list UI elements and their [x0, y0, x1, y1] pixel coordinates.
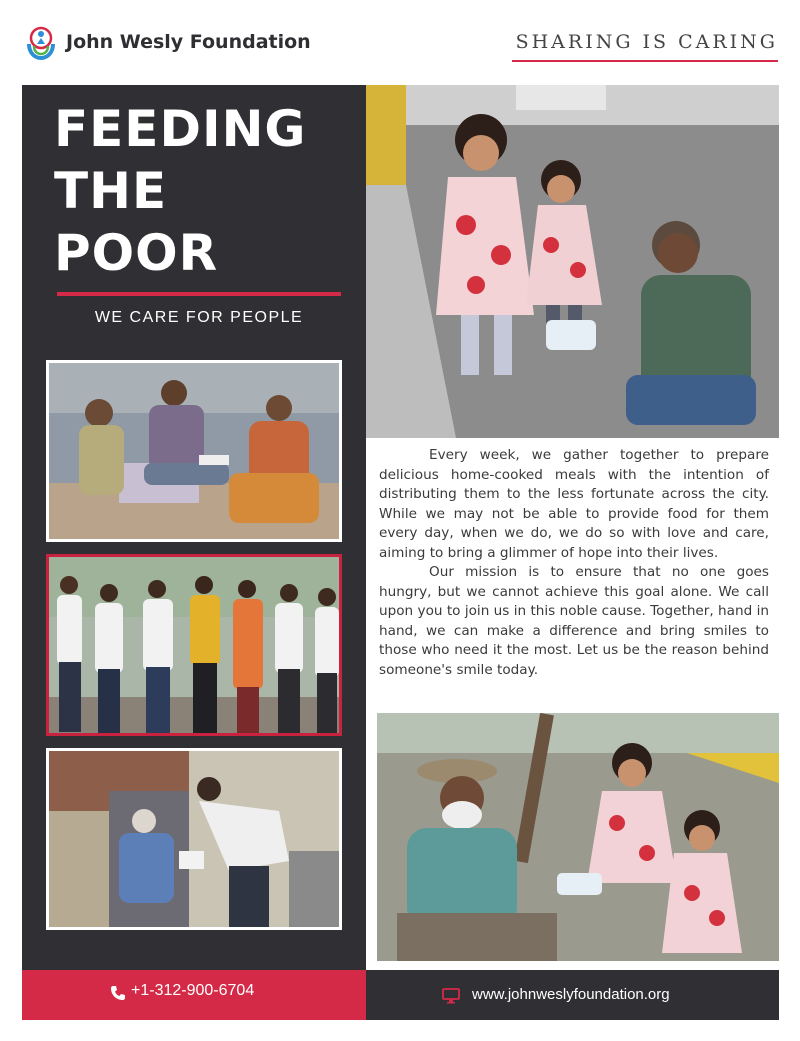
- subheading: WE CARE FOR PEOPLE: [94, 309, 304, 326]
- headline: [54, 98, 354, 284]
- body-text: [379, 446, 769, 680]
- org-name: John Wesly Foundation: [66, 31, 311, 53]
- tagline-divider: [512, 60, 778, 62]
- photo-serving-elder: [46, 748, 342, 930]
- headline-line-3: POOR: [54, 224, 219, 282]
- body-paragraph-2: Our mission is to ensure that no one goes hungry, but we cannot achieve this goal alone. We call upon you to join us in this noble cause. Together, hand in hand, we can make a difference and bring smiles to those who need it the most. Let us be the reason behind someone's smile today.: [379, 564, 769, 678]
- phone-number[interactable]: +1-312-900-6704: [131, 982, 255, 999]
- phone-icon: [110, 985, 126, 1001]
- monitor-icon: [442, 988, 460, 1004]
- headline-line-1: FEEDING: [54, 100, 307, 158]
- photo-girls-with-elder-man: [377, 713, 779, 961]
- body-paragraph-1: Every week, we gather together to prepare delicious home-cooked meals with the intention of distributing them to the less fortunate across the city. While we may not be able to provide food for them every day, when we do, we do so with love and care, aiming to bring a glimmer of hope into their lives.: [379, 447, 769, 561]
- headline-divider: [57, 292, 341, 296]
- website-link[interactable]: www.johnweslyfoundation.org: [472, 986, 670, 1003]
- tagline: SHARING IS CARING: [515, 31, 778, 53]
- photo-volunteer-group: [46, 554, 342, 736]
- headline-line-2: THE: [54, 162, 168, 220]
- hands-heart-logo-icon: [24, 26, 58, 62]
- photo-girls-giving-food: [366, 85, 779, 438]
- photo-elders-seated: [46, 360, 342, 542]
